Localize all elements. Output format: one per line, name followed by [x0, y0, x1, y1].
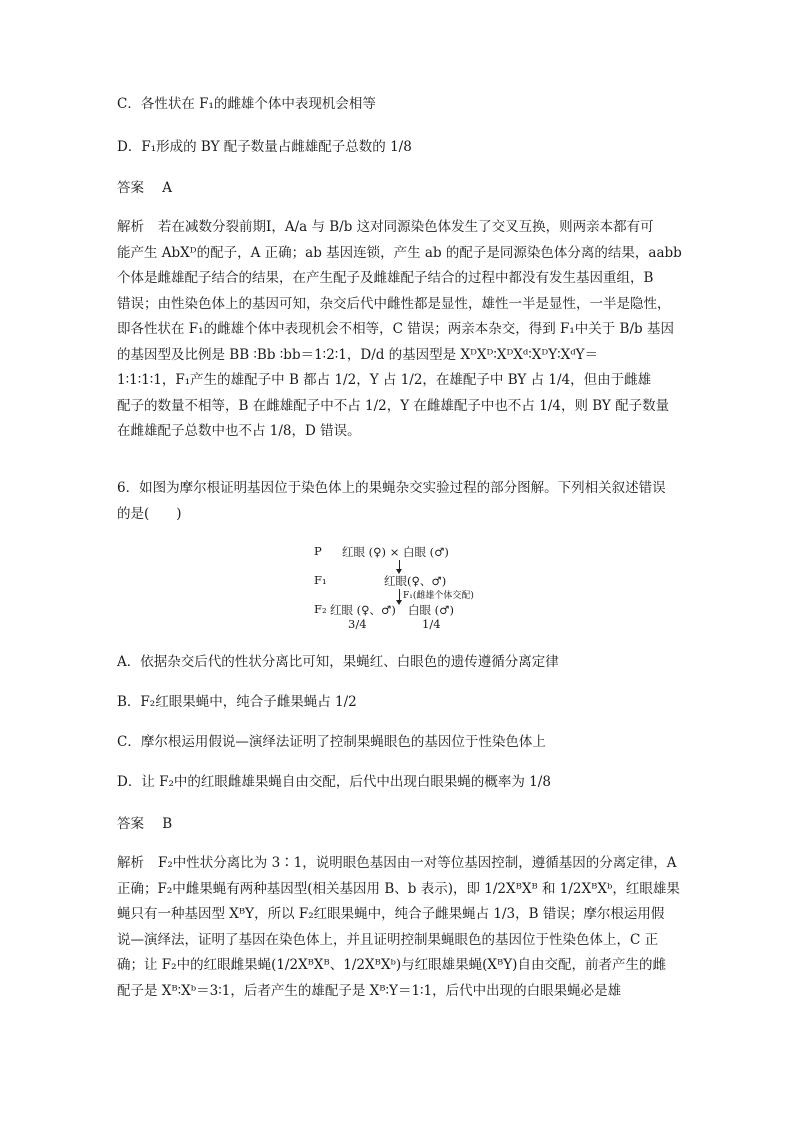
q6-analysis: [117, 851, 680, 1004]
analysis-line: 配子的数量不相等，B 在雌雄配子中不占 1/2，Y 在雌雄配子中也不占 1/4，则 BY 配子数量: [117, 397, 670, 414]
arrowhead-icon: [396, 600, 402, 605]
f2-white: 白眼 (♂): [408, 603, 454, 617]
answer-label: 答案: [117, 816, 144, 832]
q5-analysis: [117, 215, 682, 445]
f1-note: F₁(雌雄个体交配): [403, 591, 474, 601]
analysis-line: 正确；F₂中雌果蝇有两种基因型(相关基因用 B、b 表示)，即 1/2XᴮXᴮ 和 1/2XᴮXᵇ，红眼雄果: [117, 880, 680, 897]
q6-option-d: D．让 F₂中的红眼雌雄果蝇自由交配，后代中出现白眼果蝇的概率为 1/8: [117, 774, 551, 790]
q6-answer: [117, 814, 172, 834]
analysis-line: 1∶1∶1∶1，F₁产生的雄配子中 B 都占 1/2，Y 占 1/2，在雄配子中 BY 占 1/4，但由于雌雄: [117, 372, 652, 388]
q6-option-c: C．摩尔根运用假说—演绎法证明了控制果蝇眼色的基因位于性染色体上: [117, 734, 546, 750]
q6-stem: [117, 476, 677, 527]
stem-line: 的是( ): [117, 505, 182, 522]
answer-label: 答案: [117, 180, 144, 196]
q5-option-c: C．各性状在 F₁的雌雄个体中表现机会相等: [117, 96, 376, 112]
q6-option-a: A．依据杂交后代的性状分离比可知，果蝇红、白眼色的遗传遵循分离定律: [117, 654, 559, 670]
f2-red: 红眼 (♀、♂): [330, 603, 396, 617]
analysis-line: 解析 若在减数分裂前期Ⅰ，A/a 与 B/b 这对同源染色体发生了交叉互换，则两亲本都有可: [117, 215, 677, 241]
q5-answer: [117, 178, 172, 198]
stem-line: 6．如图为摩尔根证明基因位于染色体上的果蝇杂交实验过程的部分图解。下列相关叙述错误: [117, 480, 666, 496]
q6-option-b: B．F₂红眼果蝇中，纯合子雌果蝇占 1/2: [117, 694, 357, 710]
f1-label: F₁: [314, 573, 327, 587]
analysis-line: 的基因型及比例是 BB ∶Bb ∶bb＝1∶2∶1，D/d 的基因型是 XᴰXᴰ∶XᴰXᵈ∶XᴰY∶XᵈY＝: [117, 346, 599, 363]
q5-option-d: D．F₁形成的 BY 配子数量占雌雄配子总数的 1/8: [117, 139, 412, 155]
analysis-line: 个体是雌雄配子结合的结果，在产生配子及雌雄配子结合的过程中都没有发生基因重组，B: [117, 270, 654, 286]
analysis-line: 错误；由性染色体上的基因可知，杂交后代中雌性都是显性，雄性一半是显性，一半是隐性，: [117, 295, 671, 312]
analysis-line: 解析 F₂中性状分离比为 3∶1，说明眼色基因由一对等位基因控制，遵循基因的分离定律，A: [117, 851, 677, 877]
analysis-line: 能产生 AbXᴰ的配子，A 正确；ab 基因连锁，产生 ab 的配子是同源染色体分离的结果，aabb: [117, 244, 682, 261]
cross-diagram: [310, 540, 510, 630]
analysis-label: 解析: [117, 855, 144, 871]
f2-label: F₂: [314, 602, 327, 616]
analysis-line: 在雌雄配子总数中也不占 1/8，D 错误。: [117, 423, 361, 439]
p-cross: 红眼 (♀) × 白眼 (♂): [342, 545, 449, 559]
answer-value: A: [162, 180, 173, 196]
analysis-line: 即各性状在 F₁的雌雄个体中表现机会不相等，C 错误；两亲本杂交，得到 F₁中关于 B/b 基因: [117, 321, 674, 337]
p-label: P: [314, 544, 322, 558]
analysis-line: 说—演绎法，证明了基因在染色体上，并且证明控制果蝇眼色的基因位于性染色体上，C 正: [117, 931, 659, 948]
analysis-line: 确；让 F₂中的红眼雌果蝇(1/2XᴮXᴮ、1/2XᴮXᵇ)与红眼雄果蝇(XᴮY)自由交配，前者产生的雌: [117, 957, 666, 973]
analysis-line: 配子是 Xᴮ∶Xᵇ＝3∶1，后者产生的雄配子是 Xᴮ∶Y＝1∶1，后代中出现的白眼果蝇必是雄: [117, 982, 622, 999]
ratio-red: 3/4: [348, 617, 367, 631]
analysis-label: 解析: [117, 219, 144, 235]
f1-result: 红眼(♀、♂): [384, 574, 447, 588]
ratio-white: 1/4: [422, 617, 441, 631]
analysis-line: 蝇只有一种基因型 XᴮY，所以 F₂红眼果蝇中，纯合子雌果蝇占 1/3，B 错误；摩尔根运用假: [117, 906, 665, 922]
answer-value: B: [162, 816, 173, 832]
